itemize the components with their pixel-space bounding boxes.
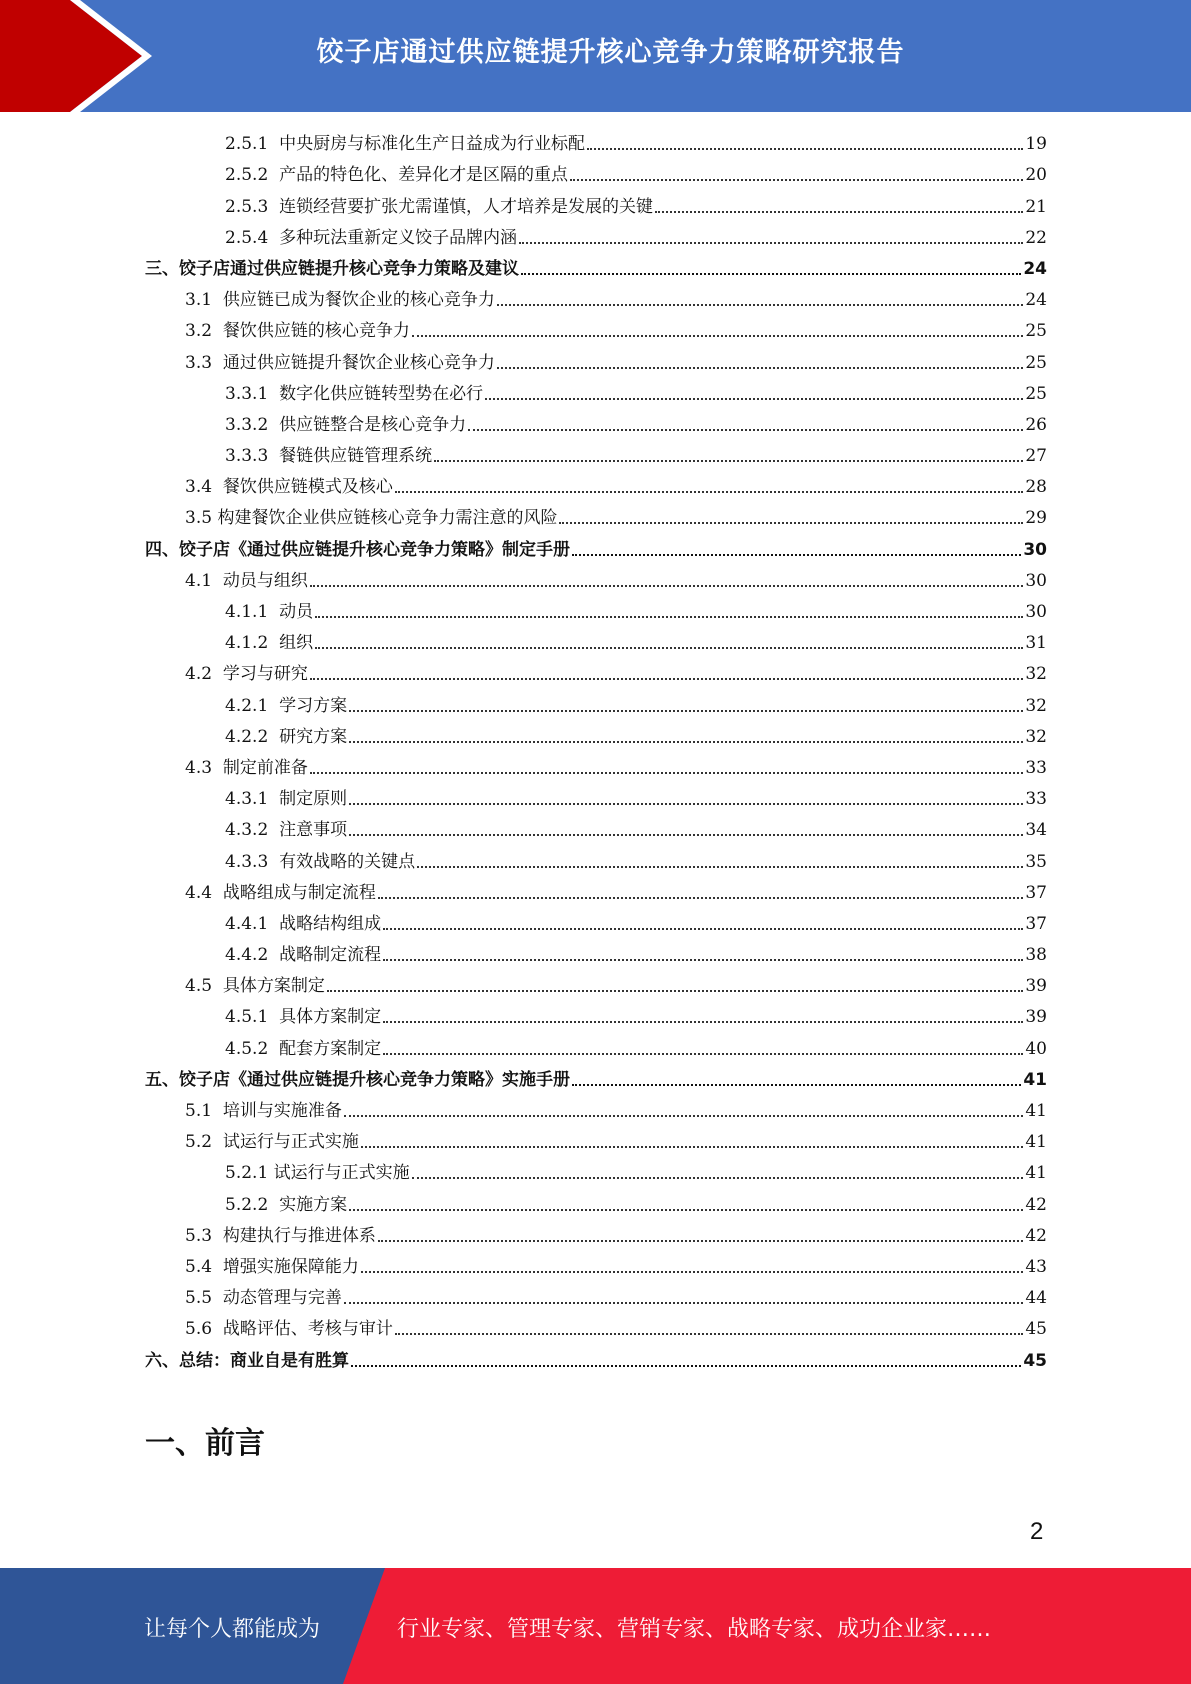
page-footer	[0, 1568, 1191, 1684]
toc-entry[interactable]	[145, 190, 1047, 221]
toc-entry[interactable]	[145, 378, 1047, 409]
toc-entry-page: 32	[1025, 664, 1047, 685]
toc-entry-title: 3.3.1 数字化供应链转型势在必行	[225, 383, 484, 404]
dot-leader	[412, 335, 1024, 337]
toc-entry-title: 4.3.2 注意事项	[225, 820, 348, 841]
toc-entry-title: 3.1 供应链已成为餐饮企业的核心竞争力	[185, 290, 495, 311]
toc-entry-title: 4.3.3 有效战略的关键点	[225, 851, 416, 872]
toc-entry-page: 26	[1025, 414, 1047, 435]
toc-entry[interactable]	[145, 1313, 1047, 1344]
toc-entry[interactable]	[145, 346, 1047, 377]
toc-entry-title: 5.2.1 试运行与正式实施	[225, 1163, 410, 1184]
dot-leader	[349, 803, 1023, 805]
toc-entry[interactable]	[145, 533, 1047, 564]
toc-entry-title: 3.3.3 餐链供应链管理系统	[225, 446, 433, 467]
toc-entry-page: 25	[1025, 321, 1047, 342]
page-number: 2	[1030, 1518, 1044, 1545]
dot-leader	[519, 242, 1023, 244]
toc-entry-title: 5.2 试运行与正式实施	[185, 1132, 359, 1153]
toc-entry-title: 3.3 通过供应链提升餐饮企业核心竞争力	[185, 352, 495, 373]
dot-leader	[361, 1271, 1024, 1273]
dot-leader	[521, 273, 1021, 275]
toc-entry[interactable]	[145, 1157, 1047, 1188]
toc-entry-page: 45	[1023, 1350, 1047, 1371]
toc-entry-title: 4.3.1 制定原则	[225, 789, 348, 810]
dot-leader	[572, 554, 1021, 556]
toc-entry-page: 31	[1025, 633, 1047, 654]
toc-entry-page: 19	[1025, 134, 1047, 155]
toc-entry[interactable]	[145, 721, 1047, 752]
toc-entry[interactable]	[145, 658, 1047, 689]
toc-entry[interactable]	[145, 409, 1047, 440]
toc-entry-page: 41	[1025, 1163, 1047, 1184]
toc-entry-title: 4.4.2 战略制定流程	[225, 945, 382, 966]
toc-entry[interactable]	[145, 1251, 1047, 1282]
dot-leader	[315, 647, 1023, 649]
toc-entry-page: 43	[1025, 1256, 1047, 1277]
toc-entry-page: 41	[1025, 1101, 1047, 1121]
toc-entry-title: 5.5 动态管理与完善	[185, 1288, 342, 1309]
toc-entry-page: 29	[1025, 508, 1047, 529]
dot-leader	[655, 211, 1023, 213]
toc-entry-title: 4.4.1 战略结构组成	[225, 913, 382, 934]
toc-entry[interactable]	[145, 814, 1047, 845]
toc-entry-page: 27	[1025, 446, 1047, 467]
toc-entry-page: 28	[1025, 477, 1047, 498]
dot-leader	[570, 179, 1023, 181]
toc-entry-title: 5.4 增强实施保障能力	[185, 1256, 359, 1277]
dot-leader	[361, 1146, 1024, 1148]
dot-leader	[468, 429, 1023, 431]
dot-leader	[349, 710, 1023, 712]
toc-entry-page: 34	[1025, 820, 1047, 841]
toc-entry[interactable]	[145, 939, 1047, 970]
dot-leader	[310, 678, 1024, 680]
toc-entry[interactable]	[145, 877, 1047, 908]
toc-entry[interactable]	[145, 596, 1047, 627]
toc-entry[interactable]	[145, 315, 1047, 346]
dot-leader	[383, 959, 1023, 961]
dot-leader	[327, 990, 1024, 992]
dot-leader	[315, 616, 1023, 618]
dot-leader	[378, 1240, 1024, 1242]
toc-entry-page: 41	[1025, 1132, 1047, 1153]
dot-leader	[395, 491, 1024, 493]
dot-leader	[383, 1021, 1023, 1023]
toc-entry-title: 4.1.1 动员	[225, 602, 314, 622]
toc-entry-page: 30	[1025, 570, 1047, 591]
toc-entry[interactable]	[145, 752, 1047, 783]
toc-entry-title: 5.3 构建执行与推进体系	[185, 1225, 376, 1246]
toc-entry-page: 37	[1025, 913, 1047, 934]
dot-leader	[349, 741, 1023, 743]
toc-entry[interactable]	[145, 970, 1047, 1001]
toc-entry-page: 39	[1025, 976, 1047, 997]
toc-entry[interactable]	[145, 627, 1047, 658]
toc-entry-title: 五、饺子店《通过供应链提升核心竞争力策略》实施手册	[145, 1069, 570, 1090]
toc-entry[interactable]	[145, 1220, 1047, 1251]
toc-entry-title: 四、饺子店《通过供应链提升核心竞争力策略》制定手册	[145, 539, 570, 560]
toc-entry-title: 2.5.4 多种玩法重新定义饺子品牌内涵	[225, 227, 518, 248]
toc-entry-page: 39	[1025, 1007, 1047, 1028]
toc-entry-title: 5.1 培训与实施准备	[185, 1101, 342, 1121]
toc-entry-title: 2.5.1 中央厨房与标准化生产日益成为行业标配	[225, 134, 586, 155]
toc-entry-title: 5.2.2 实施方案	[225, 1194, 348, 1215]
toc-entry-title: 3.5 构建餐饮企业供应链核心竞争力需注意的风险	[185, 508, 558, 529]
toc-entry[interactable]	[145, 128, 1047, 159]
dot-leader	[485, 398, 1023, 400]
toc-entry[interactable]	[145, 159, 1047, 190]
dot-leader	[351, 1365, 1021, 1367]
document-title: 饺子店通过供应链提升核心竞争力策略研究报告	[316, 37, 905, 68]
toc-entry-page: 44	[1025, 1288, 1047, 1309]
dot-leader	[310, 772, 1024, 774]
toc-entry[interactable]	[145, 565, 1047, 596]
toc-entry[interactable]	[145, 1188, 1047, 1219]
toc-entry-page: 35	[1025, 851, 1047, 872]
toc-entry-title: 4.2 学习与研究	[185, 664, 308, 685]
page-header	[0, 0, 1191, 112]
toc-entry[interactable]	[145, 222, 1047, 253]
section-heading: 一、前言	[145, 1426, 265, 1461]
dot-leader	[349, 834, 1023, 836]
toc-entry[interactable]	[145, 689, 1047, 720]
toc-entry-title: 3.2 餐饮供应链的核心竞争力	[185, 321, 410, 342]
toc-entry[interactable]	[145, 471, 1047, 502]
toc-entry-page: 21	[1025, 196, 1047, 217]
dot-leader	[412, 1177, 1024, 1179]
toc-entry-page: 41	[1023, 1069, 1047, 1090]
toc-entry-page: 32	[1025, 726, 1047, 747]
toc-entry-page: 33	[1025, 789, 1047, 810]
toc-entry-title: 4.1.2 组织	[225, 633, 314, 654]
toc-entry-page: 20	[1025, 165, 1047, 186]
toc-entry[interactable]	[145, 284, 1047, 315]
toc-entry-title: 4.2.2 研究方案	[225, 726, 348, 747]
toc-entry-title: 4.4 战略组成与制定流程	[185, 882, 376, 903]
dot-leader	[383, 928, 1023, 930]
toc-entry-page: 42	[1025, 1225, 1047, 1246]
toc-entry[interactable]	[145, 1282, 1047, 1313]
toc-entry-page: 32	[1025, 695, 1047, 716]
dot-leader	[559, 522, 1023, 524]
toc-entry-page: 45	[1025, 1319, 1047, 1340]
toc-entry-page: 38	[1025, 945, 1047, 966]
toc-entry[interactable]	[145, 502, 1047, 533]
toc-entry-title: 4.5.2 配套方案制定	[225, 1038, 382, 1059]
toc-entry-page: 25	[1025, 383, 1047, 404]
toc-entry-page: 33	[1025, 757, 1047, 778]
toc-entry-title: 三、饺子店通过供应链提升核心竞争力策略及建议	[145, 258, 519, 279]
toc-entry-title: 4.1 动员与组织	[185, 570, 308, 591]
toc-entry[interactable]	[145, 783, 1047, 814]
dot-leader	[417, 866, 1023, 868]
toc-entry[interactable]	[145, 1064, 1047, 1095]
toc-entry[interactable]	[145, 1001, 1047, 1032]
dot-leader	[383, 1053, 1023, 1055]
toc-entry-title: 2.5.2 产品的特色化、差异化才是区隔的重点	[225, 165, 569, 186]
dot-leader	[310, 585, 1024, 587]
dot-leader	[497, 367, 1024, 369]
footer-slogan-left: 让每个人都能成为	[144, 1617, 321, 1642]
dot-leader	[378, 897, 1024, 899]
toc-entry-page: 24	[1025, 290, 1047, 311]
dot-leader	[344, 1302, 1024, 1304]
dot-leader	[344, 1115, 1024, 1117]
toc-entry-page: 42	[1025, 1194, 1047, 1215]
dot-leader	[395, 1333, 1024, 1335]
toc-entry-title: 4.3 制定前准备	[185, 757, 308, 778]
toc-entry[interactable]	[145, 253, 1047, 284]
dot-leader	[497, 304, 1024, 306]
toc-entry-title: 3.4 餐饮供应链模式及核心	[185, 477, 393, 498]
toc-entry[interactable]	[145, 1095, 1047, 1126]
toc-entry-title: 4.2.1 学习方案	[225, 695, 348, 716]
dot-leader	[434, 460, 1023, 462]
toc-entry-title: 六、总结：商业自是有胜算	[145, 1350, 349, 1371]
toc-entry-page: 30	[1023, 539, 1047, 560]
dot-leader	[572, 1084, 1021, 1086]
toc-entry[interactable]	[145, 1032, 1047, 1063]
dot-leader	[349, 1209, 1023, 1211]
footer-slogan-right: 行业专家、管理专家、营销专家、战略专家、成功企业家……	[397, 1617, 992, 1642]
toc-entry-title: 3.3.2 供应链整合是核心竞争力	[225, 414, 467, 435]
table-of-contents	[145, 128, 1047, 1376]
toc-entry[interactable]	[145, 908, 1047, 939]
toc-entry-title: 2.5.3 连锁经营要扩张尤需谨慎，人才培养是发展的关键	[225, 196, 654, 217]
toc-entry-title: 5.6 战略评估、考核与审计	[185, 1319, 393, 1340]
toc-entry[interactable]	[145, 440, 1047, 471]
toc-entry-page: 24	[1023, 258, 1047, 279]
toc-entry[interactable]	[145, 1126, 1047, 1157]
toc-entry-page: 22	[1025, 227, 1047, 248]
toc-entry-title: 4.5.1 具体方案制定	[225, 1007, 382, 1028]
toc-entry[interactable]	[145, 1344, 1047, 1375]
toc-entry-title: 4.5 具体方案制定	[185, 976, 325, 997]
toc-entry-page: 37	[1025, 882, 1047, 903]
toc-entry[interactable]	[145, 845, 1047, 876]
dot-leader	[587, 148, 1023, 150]
toc-entry-page: 30	[1025, 602, 1047, 622]
toc-entry-page: 40	[1025, 1038, 1047, 1059]
toc-entry-page: 25	[1025, 352, 1047, 373]
